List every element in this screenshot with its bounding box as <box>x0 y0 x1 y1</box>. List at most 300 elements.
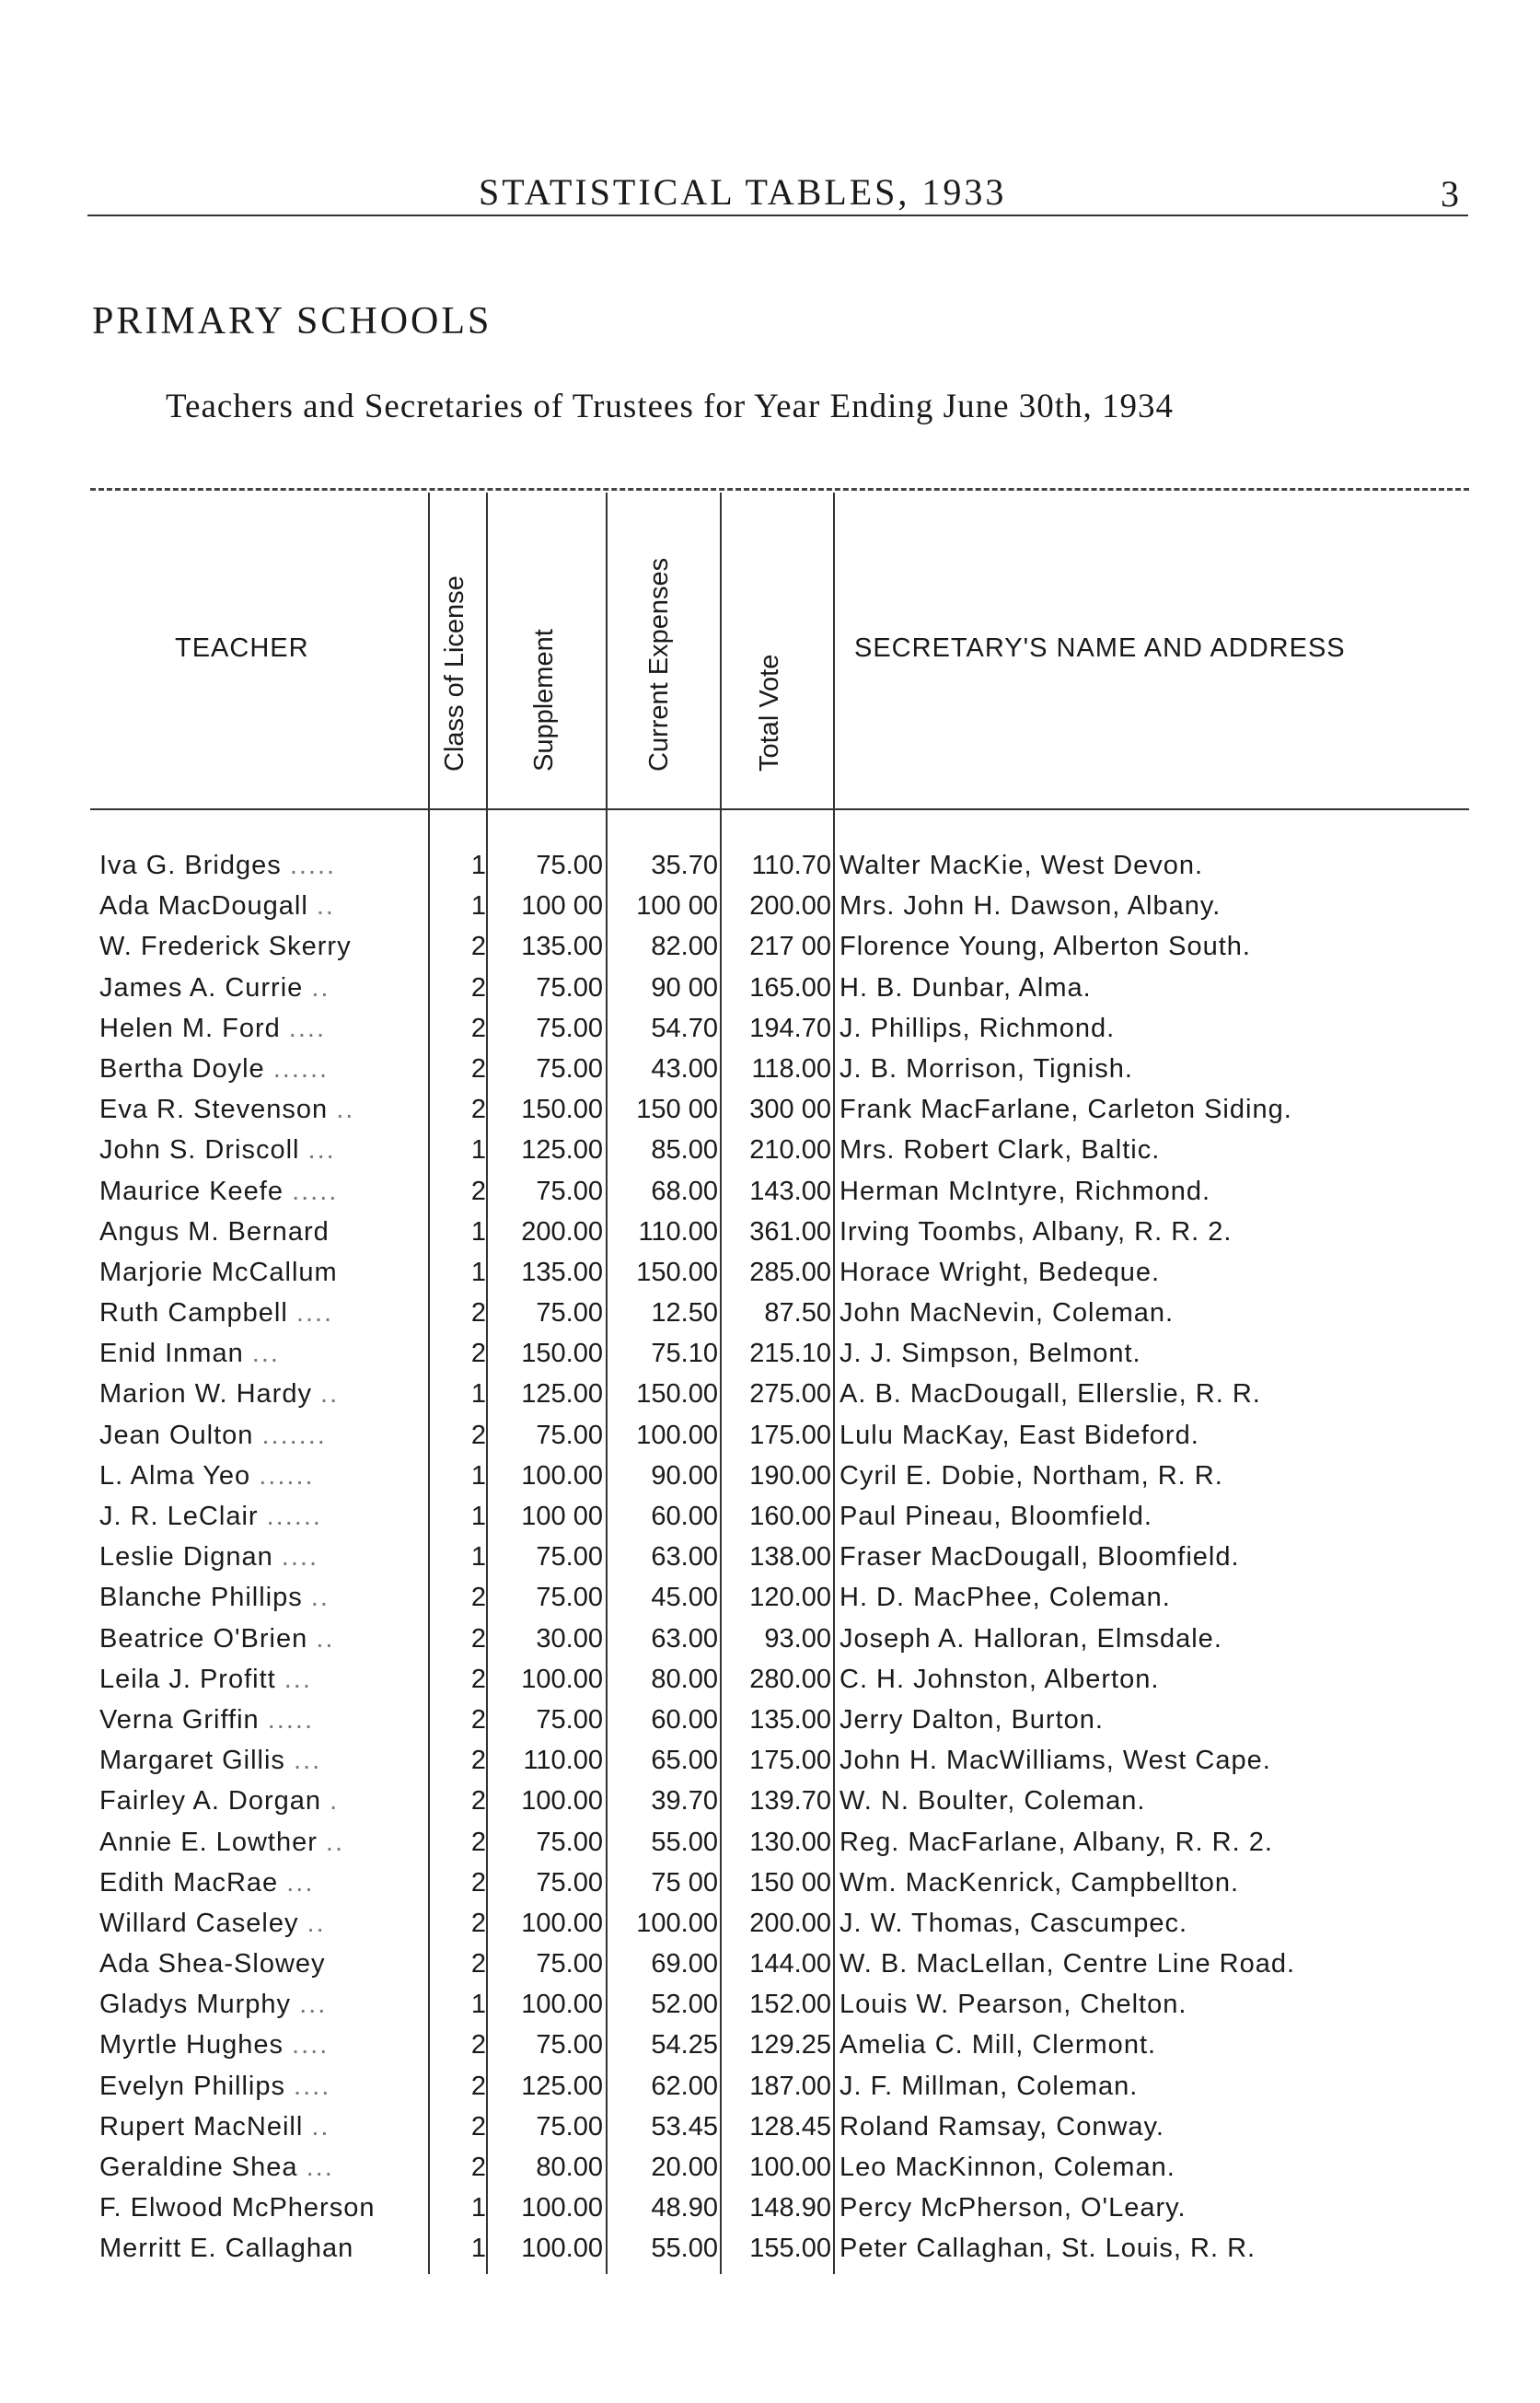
class-of-license-cell: 1 <box>470 1502 486 1531</box>
teacher-cell <box>99 1421 426 1451</box>
class-of-license-cell: 2 <box>470 1664 486 1694</box>
teacher-cell <box>99 1990 426 2020</box>
page-number: 3 <box>1441 173 1459 215</box>
table-row <box>0 1456 1540 1496</box>
teacher-name: Merritt E. Callaghan <box>99 2234 354 2264</box>
secretary-cell: Louis W. Pearson, Chelton. <box>839 1990 1187 2020</box>
teacher-cell <box>99 1177 426 1207</box>
supplement-cell: 135.00 <box>521 1257 603 1287</box>
class-of-license-cell: 2 <box>470 2071 486 2101</box>
teacher-cell <box>99 2072 426 2102</box>
teacher-name: Ada MacDougall <box>99 891 308 922</box>
leader-dots: .. <box>311 972 330 1003</box>
class-of-license-cell: 2 <box>470 972 486 1003</box>
class-of-license-cell: 2 <box>470 1704 486 1735</box>
current-expenses-cell: 53.45 <box>651 2111 718 2142</box>
current-expenses-cell: 43.00 <box>651 1053 718 1084</box>
class-of-license-cell: 2 <box>470 1176 486 1206</box>
supplement-cell: 75.00 <box>536 1583 603 1613</box>
teacher-cell <box>99 2112 426 2142</box>
current-expenses-cell: 150.00 <box>636 1257 718 1287</box>
teacher-cell <box>99 1054 426 1085</box>
supplement-cell: 75.00 <box>536 1827 603 1857</box>
current-expenses-cell: 75 00 <box>651 1867 718 1898</box>
class-of-license-cell: 1 <box>470 891 486 922</box>
current-expenses-cell: 63.00 <box>651 1623 718 1654</box>
current-expenses-cell: 62.00 <box>651 2071 718 2101</box>
column-header-class: Class of License <box>440 575 469 772</box>
supplement-cell: 125.00 <box>521 1135 603 1166</box>
total-vote-cell: 285.00 <box>749 1257 831 1287</box>
table-row <box>0 1659 1540 1700</box>
teacher-cell <box>99 1868 426 1898</box>
current-expenses-cell: 100 00 <box>636 891 718 922</box>
supplement-cell: 100 00 <box>521 1502 603 1531</box>
leader-dots: .... <box>281 1542 319 1573</box>
supplement-cell: 150.00 <box>521 1095 603 1125</box>
table-row <box>0 1130 1540 1170</box>
teacher-cell <box>99 2153 426 2183</box>
supplement-cell: 75.00 <box>536 1542 603 1573</box>
teacher-cell <box>99 1339 426 1369</box>
teacher-cell <box>99 932 426 962</box>
current-expenses-cell: 100.00 <box>636 1420 718 1450</box>
total-vote-cell: 155.00 <box>749 2234 831 2264</box>
current-expenses-cell: 60.00 <box>651 1502 718 1531</box>
leader-dots: ... <box>299 1990 328 2020</box>
current-expenses-cell: 150 00 <box>636 1095 718 1125</box>
class-of-license-cell: 2 <box>470 1053 486 1084</box>
secretary-cell: John H. MacWilliams, West Cape. <box>839 1746 1271 1776</box>
total-vote-cell: 148.90 <box>749 2193 831 2223</box>
total-vote-cell: 135.00 <box>749 1704 831 1735</box>
secretary-cell: J. B. Morrison, Tignish. <box>839 1053 1133 1084</box>
teacher-name: Bertha Doyle <box>99 1053 265 1084</box>
secretary-cell: Amelia C. Mill, Clermont. <box>839 2030 1157 2061</box>
total-vote-cell: 100.00 <box>749 2153 831 2182</box>
current-expenses-cell: 63.00 <box>651 1542 718 1573</box>
supplement-cell: 75.00 <box>536 1949 603 1979</box>
teacher-cell <box>99 1746 426 1776</box>
class-of-license-cell: 2 <box>470 1339 486 1369</box>
teacher-name: Margaret Gillis <box>99 1746 285 1776</box>
class-of-license-cell: 1 <box>470 1216 486 1247</box>
secretary-cell: Roland Ramsay, Conway. <box>839 2111 1164 2142</box>
secretary-cell: Peter Callaghan, St. Louis, R. R. <box>839 2234 1256 2264</box>
class-of-license-cell: 2 <box>470 1949 486 1979</box>
table-row <box>0 2066 1540 2107</box>
table-row <box>0 1944 1540 1984</box>
teacher-name: Rupert MacNeill <box>99 2111 304 2142</box>
table-body <box>0 845 1540 2270</box>
current-expenses-cell: 150.00 <box>636 1379 718 1410</box>
secretary-cell: H. D. MacPhee, Coleman. <box>839 1583 1171 1613</box>
current-expenses-cell: 65.00 <box>651 1746 718 1776</box>
secretary-cell: C. H. Johnston, Alberton. <box>839 1664 1160 1694</box>
table-row <box>0 1984 1540 2025</box>
supplement-cell: 135.00 <box>521 932 603 962</box>
supplement-cell: 100.00 <box>521 2193 603 2223</box>
secretary-cell: Walter MacKie, West Devon. <box>839 851 1204 880</box>
table-row <box>0 2107 1540 2147</box>
teacher-name: Edith MacRae <box>99 1867 279 1898</box>
secretary-cell: Cyril E. Dobie, Northam, R. R. <box>839 1460 1223 1491</box>
supplement-cell: 100.00 <box>521 1908 603 1938</box>
teacher-cell <box>99 1014 426 1044</box>
current-expenses-cell: 100.00 <box>636 1908 718 1938</box>
leader-dots: ... <box>306 2153 334 2182</box>
supplement-cell: 100.00 <box>521 1786 603 1817</box>
table-row <box>0 1863 1540 1903</box>
teacher-name: Blanche Phillips <box>99 1583 303 1613</box>
current-expenses-cell: 60.00 <box>651 1704 718 1735</box>
table-row <box>0 1171 1540 1212</box>
total-vote-cell: 150 00 <box>749 1867 831 1898</box>
secretary-cell: W. N. Boulter, Coleman. <box>839 1786 1146 1817</box>
total-vote-cell: 128.45 <box>749 2111 831 2142</box>
supplement-cell: 100.00 <box>521 2234 603 2264</box>
teacher-name: Jean Oulton <box>99 1420 254 1450</box>
total-vote-cell: 118.00 <box>751 1053 831 1084</box>
class-of-license-cell: 2 <box>470 2030 486 2061</box>
table-row <box>0 1619 1540 1659</box>
total-vote-cell: 200.00 <box>749 891 831 922</box>
leader-dots: ..... <box>289 851 337 880</box>
supplement-cell: 125.00 <box>521 2071 603 2101</box>
current-expenses-cell: 45.00 <box>651 1583 718 1613</box>
class-of-license-cell: 1 <box>470 1460 486 1491</box>
secretary-cell: Herman McIntyre, Richmond. <box>839 1176 1211 1206</box>
current-expenses-cell: 90.00 <box>651 1460 718 1491</box>
class-of-license-cell: 2 <box>470 1867 486 1898</box>
teacher-name: Ruth Campbell <box>99 1298 288 1329</box>
total-vote-cell: 87.50 <box>764 1298 831 1329</box>
supplement-cell: 75.00 <box>536 1053 603 1084</box>
secretary-cell: W. B. MacLellan, Centre Line Road. <box>839 1949 1296 1979</box>
leader-dots: .... <box>292 2030 330 2061</box>
class-of-license-cell: 1 <box>470 1379 486 1410</box>
total-vote-cell: 110.70 <box>751 851 831 880</box>
teacher-name: Maurice Keefe <box>99 1176 284 1206</box>
teacher-cell <box>99 1095 426 1125</box>
secretary-cell: Horace Wright, Bedeque. <box>839 1257 1161 1287</box>
teacher-name: Iva G. Bridges <box>99 851 282 880</box>
leader-dots: ... <box>251 1339 280 1369</box>
teacher-name: F. Elwood McPherson <box>99 2193 376 2223</box>
supplement-cell: 100 00 <box>521 891 603 922</box>
teacher-name: L. Alma Yeo <box>99 1460 251 1491</box>
current-expenses-cell: 55.00 <box>651 1827 718 1857</box>
total-vote-cell: 200.00 <box>749 1908 831 1938</box>
total-vote-cell: 130.00 <box>749 1827 831 1857</box>
total-vote-cell: 280.00 <box>749 1664 831 1694</box>
class-of-license-cell: 2 <box>470 1583 486 1613</box>
secretary-cell: J. F. Millman, Coleman. <box>839 2071 1139 2101</box>
total-vote-cell: 165.00 <box>749 972 831 1003</box>
secretary-cell: John MacNevin, Coleman. <box>839 1298 1175 1329</box>
secretary-cell: Joseph A. Halloran, Elmsdale. <box>839 1623 1222 1654</box>
class-of-license-cell: 2 <box>470 2111 486 2142</box>
table-row <box>0 1374 1540 1414</box>
leader-dots: ...... <box>266 1502 322 1531</box>
leader-dots: ... <box>294 1746 322 1776</box>
teacher-cell <box>99 1502 426 1532</box>
leader-dots: .. <box>307 1908 326 1938</box>
table-row <box>0 1822 1540 1863</box>
secretary-cell: Wm. MacKenrick, Campbellton. <box>839 1867 1240 1898</box>
total-vote-cell: 143.00 <box>749 1176 831 1206</box>
teacher-name: Eva R. Stevenson <box>99 1095 329 1125</box>
current-expenses-cell: 85.00 <box>651 1135 718 1166</box>
teacher-name: Enid Inman <box>99 1339 244 1369</box>
table-row <box>0 886 1540 926</box>
class-of-license-cell: 2 <box>470 1827 486 1857</box>
teacher-name: Evelyn Phillips <box>99 2071 285 2101</box>
supplement-cell: 75.00 <box>536 2030 603 2061</box>
teacher-cell <box>99 1542 426 1573</box>
teacher-name: Myrtle Hughes <box>99 2030 284 2061</box>
table-row <box>0 1212 1540 1252</box>
teacher-cell <box>99 2193 426 2223</box>
current-expenses-cell: 48.90 <box>651 2193 718 2223</box>
current-expenses-cell: 110.00 <box>638 1216 718 1247</box>
supplement-cell: 200.00 <box>521 1216 603 1247</box>
leader-dots: ..... <box>292 1176 339 1206</box>
current-expenses-cell: 69.00 <box>651 1949 718 1979</box>
total-vote-cell: 138.00 <box>749 1542 831 1573</box>
table-row <box>0 2147 1540 2188</box>
total-vote-cell: 152.00 <box>749 1990 831 2020</box>
table-row <box>0 1577 1540 1618</box>
secretary-cell: H. B. Dunbar, Alma. <box>839 972 1092 1003</box>
teacher-name: Helen M. Ford <box>99 1013 281 1043</box>
teacher-cell <box>99 851 426 881</box>
current-expenses-cell: 52.00 <box>651 1990 718 2020</box>
leader-dots: .. <box>325 1827 345 1857</box>
table-row <box>0 845 1540 886</box>
current-expenses-cell: 80.00 <box>651 1664 718 1694</box>
secretary-cell: Fraser MacDougall, Bloomfield. <box>839 1542 1240 1573</box>
secretary-cell: Jerry Dalton, Burton. <box>839 1704 1104 1735</box>
teacher-cell <box>99 1298 426 1329</box>
current-expenses-cell: 54.25 <box>651 2030 718 2061</box>
teacher-cell <box>99 1909 426 1939</box>
total-vote-cell: 187.00 <box>749 2071 831 2101</box>
class-of-license-cell: 1 <box>470 1542 486 1573</box>
leader-dots: .. <box>316 891 335 922</box>
table-row <box>0 1252 1540 1293</box>
teacher-cell <box>99 973 426 1004</box>
class-of-license-cell: 1 <box>470 851 486 880</box>
column-header-current: Current Expenses <box>644 557 674 772</box>
leader-dots: .. <box>336 1095 355 1125</box>
teacher-cell <box>99 1624 426 1654</box>
current-expenses-cell: 20.00 <box>651 2153 718 2182</box>
secretary-cell: Paul Pineau, Bloomfield. <box>839 1502 1152 1531</box>
teacher-name: W. Frederick Skerry <box>99 932 352 962</box>
teacher-cell <box>99 891 426 922</box>
teacher-name: Gladys Murphy <box>99 1990 292 2020</box>
teacher-name: Leslie Dignan <box>99 1542 273 1573</box>
supplement-cell: 125.00 <box>521 1379 603 1410</box>
table-row <box>0 1415 1540 1456</box>
supplement-cell: 100.00 <box>521 1664 603 1694</box>
secretary-cell: Frank MacFarlane, Carleton Siding. <box>839 1095 1292 1125</box>
total-vote-cell: 361.00 <box>749 1216 831 1247</box>
class-of-license-cell: 2 <box>470 1786 486 1817</box>
leader-dots: ...... <box>272 1053 330 1084</box>
table-row <box>0 1496 1540 1537</box>
leader-dots: .. <box>316 1623 335 1654</box>
supplement-cell: 75.00 <box>536 972 603 1003</box>
table-row <box>0 1333 1540 1374</box>
supplement-cell: 75.00 <box>536 1867 603 1898</box>
leader-dots: ..... <box>267 1704 315 1735</box>
leader-dots: .... <box>295 1298 334 1329</box>
teacher-cell <box>99 1135 426 1166</box>
current-expenses-cell: 35.70 <box>651 851 718 880</box>
class-of-license-cell: 2 <box>470 1013 486 1043</box>
total-vote-cell: 275.00 <box>749 1379 831 1410</box>
teacher-cell <box>99 1258 426 1288</box>
class-of-license-cell: 2 <box>470 932 486 962</box>
class-of-license-cell: 2 <box>470 1298 486 1329</box>
supplement-cell: 75.00 <box>536 1298 603 1329</box>
current-expenses-cell: 75.10 <box>651 1339 718 1369</box>
total-vote-cell: 129.25 <box>749 2030 831 2061</box>
current-expenses-cell: 82.00 <box>651 932 718 962</box>
current-expenses-cell: 55.00 <box>651 2234 718 2264</box>
leader-dots: ... <box>286 1867 315 1898</box>
running-title: STATISTICAL TABLES, 1933 <box>479 171 1007 213</box>
table-row <box>0 1781 1540 1821</box>
supplement-cell: 75.00 <box>536 851 603 880</box>
table-row <box>0 1903 1540 1944</box>
leader-dots: ...... <box>259 1460 315 1491</box>
header-bottom-rule <box>90 808 1469 810</box>
secretary-cell: Percy McPherson, O'Leary. <box>839 2193 1187 2223</box>
supplement-cell: 100.00 <box>521 1990 603 2020</box>
teacher-name: James A. Currie <box>99 972 304 1003</box>
supplement-cell: 100.00 <box>521 1460 603 1491</box>
table-row <box>0 2188 1540 2228</box>
class-of-license-cell: 1 <box>470 2193 486 2223</box>
supplement-cell: 75.00 <box>536 1420 603 1450</box>
section-title: PRIMARY SCHOOLS <box>92 300 492 342</box>
teacher-cell <box>99 1786 426 1817</box>
teacher-name: Geraldine Shea <box>99 2153 298 2182</box>
class-of-license-cell: 1 <box>470 1990 486 2020</box>
current-expenses-cell: 68.00 <box>651 1176 718 1206</box>
class-of-license-cell: 1 <box>470 1135 486 1166</box>
current-expenses-cell: 12.50 <box>651 1298 718 1329</box>
supplement-cell: 30.00 <box>536 1623 603 1654</box>
teacher-name: Leila J. Profitt <box>99 1664 276 1694</box>
class-of-license-cell: 1 <box>470 1257 486 1287</box>
teacher-name: Marjorie McCallum <box>99 1257 338 1287</box>
total-vote-cell: 93.00 <box>764 1623 831 1654</box>
teacher-name: Beatrice O'Brien <box>99 1623 308 1654</box>
leader-dots: ... <box>307 1135 336 1166</box>
column-header-total: Total Vote <box>755 654 784 772</box>
column-header-teacher: TEACHER <box>175 633 309 663</box>
teacher-name: John S. Driscoll <box>99 1135 300 1166</box>
teacher-name: Ada Shea-Slowey <box>99 1949 326 1979</box>
total-vote-cell: 217 00 <box>749 932 831 962</box>
total-vote-cell: 175.00 <box>749 1420 831 1450</box>
secretary-cell: J. W. Thomas, Cascumpec. <box>839 1908 1188 1938</box>
teacher-cell <box>99 1461 426 1492</box>
total-vote-cell: 215.10 <box>749 1339 831 1369</box>
leader-dots: . <box>330 1786 340 1817</box>
teacher-name: J. R. LeClair <box>99 1502 259 1531</box>
secretary-cell: Leo MacKinnon, Coleman. <box>839 2153 1175 2182</box>
teacher-cell <box>99 1949 426 1979</box>
class-of-license-cell: 2 <box>470 2153 486 2182</box>
running-head <box>0 170 1540 215</box>
teacher-name: Marion W. Hardy <box>99 1379 312 1410</box>
table-subtitle: Teachers and Secretaries of Trustees for Year Ending June 30th, 1934 <box>166 388 1175 425</box>
table-row <box>0 2228 1540 2269</box>
class-of-license-cell: 2 <box>470 1746 486 1776</box>
teacher-cell <box>99 2030 426 2061</box>
total-vote-cell: 175.00 <box>749 1746 831 1776</box>
table-row <box>0 1293 1540 1333</box>
supplement-cell: 75.00 <box>536 1013 603 1043</box>
secretary-cell: Irving Toombs, Albany, R. R. 2. <box>839 1216 1233 1247</box>
teacher-cell <box>99 1705 426 1736</box>
total-vote-cell: 190.00 <box>749 1460 831 1491</box>
teacher-cell <box>99 1828 426 1858</box>
leader-dots: .. <box>311 2111 330 2142</box>
table-row <box>0 2025 1540 2065</box>
supplement-cell: 75.00 <box>536 2111 603 2142</box>
supplement-cell: 75.00 <box>536 1704 603 1735</box>
secretary-cell: Reg. MacFarlane, Albany, R. R. 2. <box>839 1827 1273 1857</box>
total-vote-cell: 139.70 <box>749 1786 831 1817</box>
leader-dots: .. <box>320 1379 340 1410</box>
secretary-cell: J. Phillips, Richmond. <box>839 1013 1116 1043</box>
class-of-license-cell: 2 <box>470 1623 486 1654</box>
column-header-secretary: SECRETARY'S NAME AND ADDRESS <box>854 633 1346 663</box>
teacher-name: Verna Griffin <box>99 1704 260 1735</box>
table-row <box>0 1537 1540 1577</box>
teacher-name: Annie E. Lowther <box>99 1827 318 1857</box>
supplement-cell: 75.00 <box>536 1176 603 1206</box>
supplement-cell: 80.00 <box>536 2153 603 2182</box>
table-row <box>0 1089 1540 1130</box>
table-row <box>0 926 1540 967</box>
teacher-name: Angus M. Bernard <box>99 1216 330 1247</box>
current-expenses-cell: 39.70 <box>651 1786 718 1817</box>
header-rule <box>87 215 1468 216</box>
class-of-license-cell: 2 <box>470 1095 486 1125</box>
current-expenses-cell: 90 00 <box>651 972 718 1003</box>
teacher-cell <box>99 1665 426 1695</box>
class-of-license-cell: 2 <box>470 1420 486 1450</box>
total-vote-cell: 300 00 <box>749 1095 831 1125</box>
total-vote-cell: 144.00 <box>749 1949 831 1979</box>
current-expenses-cell: 54.70 <box>651 1013 718 1043</box>
teacher-cell <box>99 2234 426 2264</box>
total-vote-cell: 210.00 <box>749 1135 831 1166</box>
supplement-cell: 150.00 <box>521 1339 603 1369</box>
leader-dots: .. <box>310 1583 330 1613</box>
table-row <box>0 968 1540 1008</box>
secretary-cell: Lulu MacKay, East Bideford. <box>839 1420 1199 1450</box>
secretary-cell: J. J. Simpson, Belmont. <box>839 1339 1141 1369</box>
leader-dots: ....... <box>261 1420 327 1450</box>
